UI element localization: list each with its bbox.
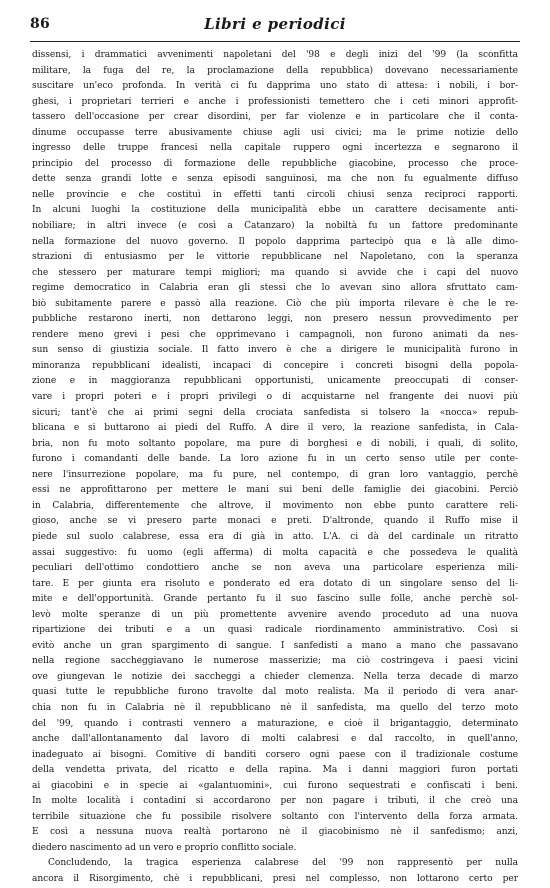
text-line: levò molte speranze di un più promettente avvenire avendo proceduto ad una nuova [32,609,518,620]
text-line: nelle provincie e che costituì in effetti tanti circoli chiusi senza reciproci rapporti. [32,189,518,200]
header-rule [30,41,520,42]
text-line: in Calabria, differentemente che altrove, il movimento non ebbe punto carattere reli- [32,500,518,511]
paragraph [32,856,518,887]
text-line: ripartizione dei tributi e a un quasi radicale riordinamento amministrativo. Così si [32,625,518,636]
text-line: che stessero per maturare tempi migliori; ma quando si avvide che i capi del nuovo [32,267,518,278]
text-line: nella regione saccheggiavano le numerose masserizie; ma ciò costringeva i paesi vicini [32,656,518,667]
text-line: del '99, quando i contrasti vennero a maturazione, e cioè il brigantaggio, determinato [32,718,518,729]
text-line: biò subitamente parere e passò alla reazione. Ciò che più importa rilevare è che le re- [32,298,518,309]
text-line: principio del processo di formazione delle repubbliche giacobine, processo che proce- [32,158,518,169]
page-number: 86 [30,16,51,32]
text-line: ove giungevan le notizie dei saccheggi a chieder clemenza. Nella terza decade di marzo [32,671,518,682]
text-line: In alcuni luoghi la costituzione della municipalità ebbe un carattere decisamente anti- [32,205,518,216]
text-line: terribile situazione che fu possibile risolvere soltanto con l'intervento della forza armata. [32,811,518,822]
text-line: inadeguato ai bisogni. Comitive di banditi corsero ogni paese con il tradizionale costume [32,749,518,760]
text-line: ingresso delle truppe francesi nella capitale ruppero ogni incertezza e segnarono il [32,143,518,154]
paragraph [32,48,518,856]
text-line: nobiliare; in altri invece (e così a Catanzaro) la nobiltà fu un fattore predominante [32,221,518,232]
text-line: dette senza grandi lotte e senza episodi sanguinosi, ma che non fu egualmente diffuso [32,174,518,185]
page-header [30,8,520,42]
text-line: vare i propri poteri e i propri privilegi o di acquistarne nel frangente dei nuovi più [32,392,518,403]
text-line: pubbliche restarono inerti, non dettarono leggi, non presero nessun provvedimento per [32,314,518,325]
text-line: bria, non fu moto soltanto popolare, ma pure di borghesi e di nobili, i quali, di solito, [32,438,518,449]
text-line: tare. E per giunta era risoluto e ponderato ed era dotato di un singolare senso del li- [32,578,518,589]
text-line: zione e in maggioranza repubblicani opportunisti, unicamente preoccupati di conser- [32,376,518,387]
text-line: ghesi, i proprietari terrieri e anche i professionisti temettero che i ceti minori approfit- [32,96,518,107]
text-line: E così a nessuna nuova realtà portarono nè il giacobinismo nè il sanfedismo; anzi, [32,827,518,838]
text-line: evitò anche un gran spargimento di sangue. I sanfedisti a mano a mano che passavano [32,640,518,651]
running-title: Libri e periodici [204,15,346,33]
text-line: dissensi, i drammatici avvenimenti napoletani del '98 e degli inizi del '99 (la sconfitta [32,50,518,60]
text-line: dinume occupasse terre abusivamente chiuse agli usi civici; ma le prime notizie dello [32,127,518,138]
text-line: anche dall'allontanamento dal lavoro di molti calabresi e dal raccolto, in quell'anno, [32,734,518,745]
text-line: essi ne approfittarono per mettere le mani sui beni delle famiglie dei giacobini. Perciò [32,485,518,496]
text-line: assai suggestivo: fu uomo (egli afferma) di molta capacità e che possedeva le qualità [32,547,518,558]
text-line: quasi tutte le repubbliche furono travolte dal moto realista. Ma il periodo di vera anar- [32,687,518,698]
text-line: In molte località i contadini si accordarono per non pagare i tributi, il che creò una [32,796,518,807]
text-line: piede sul suolo calabrese, essa era di già in atto. L'A. ci dà del cardinale un ritratto [32,531,518,542]
text-line: gioso, anche se vi presero parte monaci e preti. D'altronde, quando il Ruffo mise il [32,516,518,527]
text-line: suscitare un'eco profonda. In verità ci fu dapprima uno stato di attesa: i nobili, i bor- [32,81,518,92]
text-line: peculiari dell'ottimo condottiero anche se non aveva una particolare esperienza mili- [32,563,518,574]
text-line: blicana e si buttarono ai piedi del Ruffo. A dire il vero, la reazione sanfedista, in Cala- [32,423,518,434]
text-line: chia non fu in Calabria nè il repubblicano nè il sanfedista, ma quello del terzo moto [32,702,518,713]
text-line: nella formazione del nuovo governo. Il popolo dapprima partecipò qua e là alle dimo- [32,236,518,247]
text-line: Concludendo, la tragica esperienza calabrese del '99 non rappresentò per nulla [48,858,518,869]
text-line: rendere meno grevi i pesi che opprimevano i campagnoli, non furono animati da nes- [32,329,518,340]
text-line: strazioni di entusiasmo per le vittorie repubblicane nel Napoletano, con la speranza [32,252,518,263]
text-line: sun senso di giustizia sociale. Il fatto invero è che a dirigere le municipalità furono in [32,345,518,356]
text-line: ai giacobini e in specie ai «galantuomini», cui furono sequestrati e confiscati i beni. [32,780,518,791]
body-text [32,48,518,888]
text-line: diedero nascimento ad un vero e proprio conflitto sociale. [32,842,297,853]
text-line: della vendetta privata, del ricatto e della rapina. Ma i danni maggiori furon portati [32,765,518,776]
text-line: furono i comandanti delle bande. La loro azione fu in un certo senso utile per conte- [32,454,518,465]
text-line: regime democratico in Calabria eran gli stessi che lo avevan sino allora sfruttato cam- [32,283,518,294]
text-line: nere l'insurrezione popolare, ma fu pure, nel contempo, di gran loro vantaggio, perchè [32,469,518,480]
text-line: minoranza repubblicani idealisti, incapaci di concepire i concreti bisogni della popola- [32,360,518,371]
text-line: sicuri; tant'è che ai primi segni della crociata sanfedista si tolsero la «nocca» repub- [32,407,518,418]
text-line: mite e dell'opportunità. Grande pertanto fu il suo fascino sulle folle, anche perchè sol- [32,594,518,605]
text-line: militare, la fuga del re, la proclamazione della repubblica) dovevano necessariamente [32,65,518,76]
text-line: tassero dell'occasione per crear disordini, per far violenze e in particolare che il conta- [32,112,518,123]
text-line: ancora il Risorgimento, chè i repubblicani, presi nel complesso, non lottarono certo per [32,873,518,884]
